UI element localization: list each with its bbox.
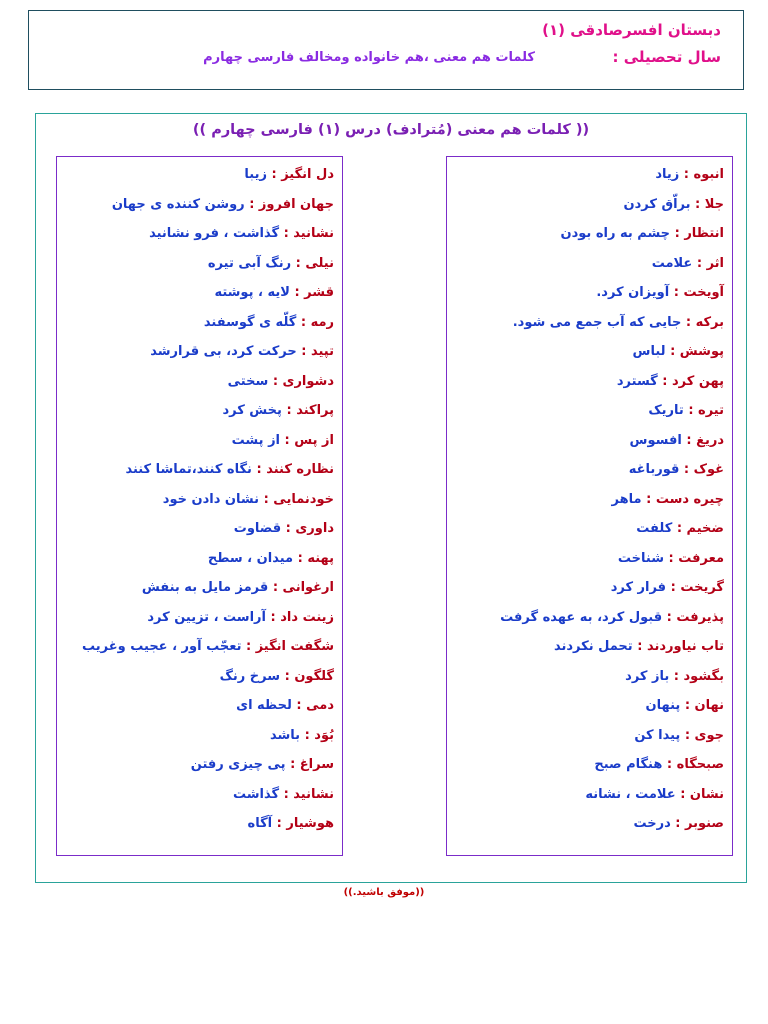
word-meaning: فرار کرد: [610, 580, 667, 595]
word-meaning: شناخت: [617, 550, 664, 566]
word-pair-row: [447, 219, 732, 249]
word-pair-row: [57, 780, 342, 810]
word-pair-row: [57, 249, 342, 279]
word-term: پوشش :: [670, 344, 724, 359]
word-term: غوک :: [683, 462, 724, 477]
left-word-list: [57, 157, 342, 839]
word-meaning: آراست ، تزیین کرد: [147, 609, 266, 625]
word-pair-row: [57, 603, 342, 633]
word-meaning: علامت: [651, 255, 693, 271]
word-pair-row: [57, 426, 342, 456]
word-pair-row: [447, 632, 732, 662]
word-pair-row: [57, 721, 342, 751]
right-word-column: [446, 156, 733, 856]
word-meaning: نگاه کنند،تماشا کنند: [125, 462, 252, 477]
word-meaning: پی چیزی رفتن: [190, 757, 286, 772]
word-meaning: گلّه ی گوسفند: [203, 314, 297, 330]
word-pair-row: [57, 367, 342, 397]
word-pair-row: [447, 190, 732, 220]
word-meaning: آویزان کرد.: [596, 285, 670, 300]
word-term: نیلی :: [295, 255, 334, 271]
subject-title: کلمات هم معنی ،هم خانواده ومخالف فارسی چهارم: [203, 50, 535, 65]
word-term: برکه :: [685, 314, 724, 330]
word-meaning: زیبا: [244, 167, 267, 182]
footer-message: ((موفق باشید.)): [343, 887, 425, 898]
word-pair-row: [447, 544, 732, 574]
word-term: ارغوانی :: [272, 580, 334, 595]
word-term: گلگون :: [284, 668, 334, 684]
word-term: پهنه :: [297, 550, 334, 566]
word-pair-row: [447, 278, 732, 308]
word-term: پهن کرد :: [662, 373, 724, 389]
word-pair-row: [57, 278, 342, 308]
word-meaning: درخت: [633, 816, 671, 831]
word-term: بُوَد :: [304, 727, 334, 743]
word-pair-row: [57, 809, 342, 839]
word-meaning: براّق کردن: [623, 196, 691, 212]
word-pair-row: [57, 750, 342, 780]
word-term: دریغ :: [686, 432, 724, 448]
word-pair-row: [447, 308, 732, 338]
word-term: بگشود :: [673, 668, 724, 684]
word-meaning: کلفت: [636, 521, 673, 536]
word-term: اثر :: [696, 255, 724, 271]
word-meaning: افسوس: [629, 432, 682, 448]
word-meaning: پخش کرد: [222, 403, 282, 418]
word-term: پذیرفت :: [666, 609, 724, 625]
word-term: نهان :: [684, 698, 724, 713]
school-name: دبستان افسرصادقی (۱): [542, 21, 721, 39]
word-meaning: علامت ، نشانه: [585, 786, 676, 802]
word-meaning: تحمل نکردند: [554, 639, 633, 654]
right-word-list: [447, 157, 732, 839]
word-term: هوشیار :: [276, 816, 334, 831]
word-term: تاب نیاوردند :: [637, 639, 724, 654]
word-term: جهان افروز :: [249, 196, 334, 212]
word-term: نظاره کنند :: [256, 462, 334, 477]
word-term: معرفت :: [668, 550, 724, 566]
word-meaning: رنگ آبی تیره: [207, 255, 292, 271]
word-pair-row: [447, 573, 732, 603]
word-meaning: قضاوت: [233, 521, 282, 536]
word-meaning: زیاد: [655, 167, 680, 182]
word-term: صنوبر :: [675, 816, 724, 831]
word-pair-row: [447, 514, 732, 544]
word-pair-row: [57, 396, 342, 426]
word-meaning: لحظه ای: [236, 698, 292, 713]
word-meaning: قورباغه: [628, 462, 680, 477]
word-meaning: جایی که آب جمع می شود.: [512, 314, 682, 330]
word-meaning: حرکت کرد، بی قرارشد: [150, 344, 297, 359]
word-term: چیره دست :: [646, 491, 724, 507]
word-meaning: ماهر: [611, 491, 642, 507]
word-meaning: لباس: [632, 344, 666, 359]
word-pair-row: [447, 426, 732, 456]
word-meaning: قرمز مایل به بنفش: [141, 580, 269, 595]
word-pair-row: [57, 632, 342, 662]
word-pair-row: [447, 337, 732, 367]
word-pair-row: [447, 780, 732, 810]
word-pair-row: [447, 750, 732, 780]
word-pair-row: [57, 337, 342, 367]
word-meaning: لایه ، پوشته: [214, 285, 290, 300]
word-term: قشر :: [294, 285, 334, 300]
word-term: شگفت انگیز :: [245, 639, 334, 654]
word-term: ضخیم :: [676, 521, 724, 536]
word-pair-row: [57, 691, 342, 721]
word-meaning: باشد: [269, 727, 301, 743]
word-meaning: قبول کرد، به عهده گرفت: [500, 609, 663, 625]
word-term: داوری :: [285, 521, 334, 536]
word-meaning: گذاشت ، فرو نشانید: [149, 226, 280, 241]
word-pair-row: [57, 573, 342, 603]
school-year-label: سال تحصیلی :: [612, 48, 721, 66]
word-meaning: هنگام صبح: [594, 757, 663, 772]
left-word-column: [56, 156, 343, 856]
word-pair-row: [447, 367, 732, 397]
word-pair-row: [57, 485, 342, 515]
word-pair-row: [57, 308, 342, 338]
word-term: سراغ :: [290, 757, 334, 772]
word-pair-row: [57, 514, 342, 544]
word-term: انبوه :: [683, 167, 724, 182]
word-meaning: چشم به راه بودن: [560, 226, 671, 241]
word-pair-row: [447, 603, 732, 633]
word-term: تپید :: [301, 344, 334, 359]
word-pair-row: [447, 396, 732, 426]
header-box: [28, 10, 744, 90]
word-term: دل انگیز :: [271, 167, 334, 182]
word-pair-row: [447, 249, 732, 279]
word-meaning: گسترد: [616, 373, 658, 389]
word-pair-row: [447, 809, 732, 839]
word-pair-row: [57, 662, 342, 692]
main-content-box: [35, 113, 747, 883]
word-meaning: تعجّب آور ، عجیب وغریب: [82, 639, 242, 654]
word-term: جلا :: [695, 196, 724, 212]
word-term: دمی :: [296, 698, 334, 713]
word-pair-row: [447, 455, 732, 485]
word-pair-row: [57, 190, 342, 220]
word-meaning: گذاشت: [232, 786, 280, 802]
word-meaning: میدان ، سطح: [207, 550, 294, 566]
word-pair-row: [57, 219, 342, 249]
word-term: زینت داد :: [270, 609, 334, 625]
word-pair-row: [447, 160, 732, 190]
main-title: (( کلمات هم معنی (مُترادف) درس (۱) فارسی چهارم )): [192, 122, 590, 138]
word-meaning: سختی: [227, 373, 269, 389]
word-meaning: سرخ رنگ: [219, 668, 281, 684]
word-meaning: آگاه: [247, 816, 273, 831]
word-term: انتظار :: [674, 226, 724, 241]
word-term: نشانید :: [283, 786, 334, 802]
word-pair-row: [57, 455, 342, 485]
word-term: از پس :: [284, 432, 334, 448]
word-meaning: روشن کننده ی جهان: [111, 196, 245, 212]
word-pair-row: [447, 662, 732, 692]
word-term: دشواری :: [272, 373, 334, 389]
word-meaning: نشان دادن خود: [162, 491, 260, 507]
word-meaning: باز کرد: [625, 668, 670, 684]
word-meaning: تاریک: [648, 403, 684, 418]
word-term: رمه :: [300, 314, 334, 330]
word-term: نشان :: [680, 786, 724, 802]
word-meaning: از پشت: [231, 432, 281, 448]
word-pair-row: [57, 544, 342, 574]
word-meaning: پنهان: [645, 698, 681, 713]
word-term: آویخت :: [673, 285, 724, 300]
word-term: گریخت :: [670, 580, 724, 595]
word-pair-row: [447, 721, 732, 751]
word-term: صبحگاه :: [666, 757, 724, 772]
word-pair-row: [447, 485, 732, 515]
word-term: خودنمایی :: [263, 491, 334, 507]
word-pair-row: [447, 691, 732, 721]
word-meaning: پیدا کن: [634, 727, 681, 743]
word-term: پراکند :: [286, 403, 334, 418]
word-pair-row: [57, 160, 342, 190]
word-term: تیره :: [688, 403, 724, 418]
word-term: نشانید :: [283, 226, 334, 241]
word-term: جوی :: [684, 727, 724, 743]
